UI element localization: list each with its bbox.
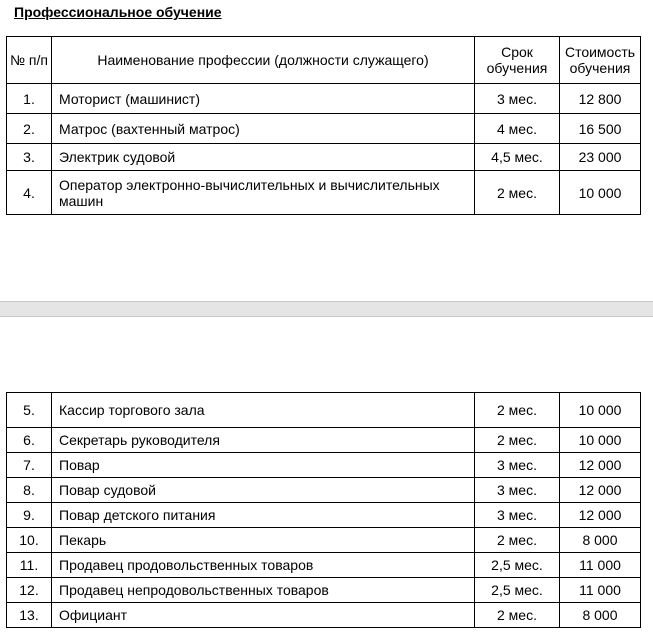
row-name: Оператор электронно-вычислительных и вычислительных машин — [52, 171, 475, 215]
page-break-separator — [0, 301, 653, 317]
row-cost: 23 000 — [560, 144, 641, 171]
row-num: 3. — [7, 144, 52, 171]
row-name: Повар детского питания — [52, 503, 475, 528]
table-row — [7, 144, 641, 171]
row-num: 4. — [7, 171, 52, 215]
row-num: 13. — [7, 603, 52, 628]
document-title: Профессиональное обучение — [14, 4, 222, 20]
row-name: Матрос (вахтенный матрос) — [52, 114, 475, 144]
row-num: 5. — [7, 393, 52, 428]
row-name: Продавец непродовольственных товаров — [52, 578, 475, 603]
row-num: 11. — [7, 553, 52, 578]
table-row — [7, 553, 641, 578]
row-cost: 12 000 — [560, 453, 641, 478]
row-term: 2,5 мес. — [475, 578, 560, 603]
row-term: 3 мес. — [475, 84, 560, 114]
training-table-page-1 — [6, 36, 641, 215]
table-row — [7, 503, 641, 528]
row-name: Повар судовой — [52, 478, 475, 503]
row-term: 3 мес. — [475, 478, 560, 503]
row-num: 1. — [7, 84, 52, 114]
table-row — [7, 478, 641, 503]
row-num: 12. — [7, 578, 52, 603]
row-cost: 10 000 — [560, 393, 641, 428]
row-term: 2 мес. — [475, 603, 560, 628]
row-term: 4 мес. — [475, 114, 560, 144]
row-cost: 8 000 — [560, 603, 641, 628]
row-term: 3 мес. — [475, 503, 560, 528]
table-row — [7, 393, 641, 428]
table-row — [7, 453, 641, 478]
row-cost: 12 000 — [560, 503, 641, 528]
row-cost: 8 000 — [560, 528, 641, 553]
row-cost: 12 800 — [560, 84, 641, 114]
row-cost: 11 000 — [560, 578, 641, 603]
table-header-row — [7, 37, 641, 84]
row-term: 2 мес. — [475, 528, 560, 553]
row-name: Кассир торгового зала — [52, 393, 475, 428]
row-name: Секретарь руководителя — [52, 428, 475, 453]
row-name: Моторист (машинист) — [52, 84, 475, 114]
row-name: Продавец продовольственных товаров — [52, 553, 475, 578]
row-name: Пекарь — [52, 528, 475, 553]
row-term: 4,5 мес. — [475, 144, 560, 171]
row-term: 2 мес. — [475, 428, 560, 453]
row-num: 8. — [7, 478, 52, 503]
row-num: 9. — [7, 503, 52, 528]
row-term: 2 мес. — [475, 171, 560, 215]
row-cost: 10 000 — [560, 428, 641, 453]
row-term: 2,5 мес. — [475, 553, 560, 578]
table-row — [7, 171, 641, 215]
row-cost: 16 500 — [560, 114, 641, 144]
header-cost: Стоимость обучения — [560, 37, 641, 84]
row-cost: 11 000 — [560, 553, 641, 578]
row-name: Официант — [52, 603, 475, 628]
row-num: 10. — [7, 528, 52, 553]
header-num: № п/п — [7, 37, 52, 84]
row-num: 6. — [7, 428, 52, 453]
table-row — [7, 528, 641, 553]
table-row — [7, 114, 641, 144]
table-row — [7, 603, 641, 628]
header-term: Срок обучения — [475, 37, 560, 84]
table-row — [7, 578, 641, 603]
row-cost: 12 000 — [560, 478, 641, 503]
row-num: 2. — [7, 114, 52, 144]
header-name: Наименование профессии (должности служащего) — [52, 37, 475, 84]
training-table-page-2 — [6, 392, 641, 628]
row-term: 3 мес. — [475, 453, 560, 478]
row-term: 2 мес. — [475, 393, 560, 428]
row-name: Электрик судовой — [52, 144, 475, 171]
row-cost: 10 000 — [560, 171, 641, 215]
row-num: 7. — [7, 453, 52, 478]
row-name: Повар — [52, 453, 475, 478]
table-row — [7, 428, 641, 453]
table-row — [7, 84, 641, 114]
